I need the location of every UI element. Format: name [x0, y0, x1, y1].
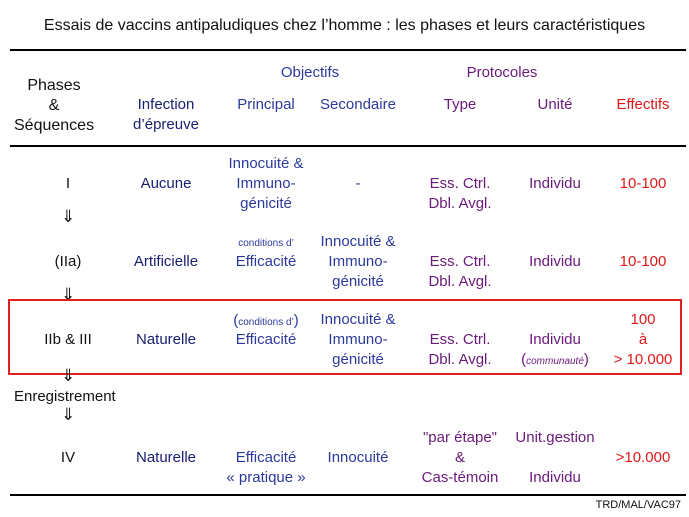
- header-secondaire: Secondaire: [320, 96, 396, 113]
- row-3-unite-note-close: ): [583, 351, 589, 368]
- page-title: Essais de vaccins antipaludiques chez l’homme : les phases et leurs caractéristiques: [43, 17, 646, 34]
- header-effectifs: Effectifs: [616, 96, 670, 113]
- row-3-unite: Individu: [529, 331, 581, 348]
- row-3-secondaire-line3: génicité: [332, 351, 384, 368]
- row-2-phase: (IIa): [54, 253, 82, 270]
- header-infection-line1: Infection: [137, 96, 195, 113]
- top-rule: [10, 49, 686, 51]
- row-3-type: [412, 330, 508, 370]
- row-4-type-line2: &: [454, 449, 465, 466]
- sequence-arrow-2: ⇓: [61, 285, 76, 304]
- row-2-type: [412, 252, 508, 292]
- header-unite: Unité: [537, 96, 573, 113]
- row-1-principal-line1: Innocuité &: [228, 155, 304, 172]
- row-3-secondaire-line1: Innocuité &: [320, 311, 396, 328]
- row-1-principal-line2: Immuno-: [236, 175, 296, 192]
- row-4-unite-line2: Individu: [529, 469, 581, 486]
- header-objectifs: Objectifs: [280, 64, 340, 81]
- row-4-infection: Naturelle: [135, 449, 197, 466]
- header-protocoles: Protocoles: [466, 64, 538, 81]
- sequence-arrow-3: ⇓: [61, 366, 76, 385]
- row-2-secondaire: [312, 232, 404, 292]
- header-phases-line2: &: [48, 97, 60, 114]
- row-3-principal-note-close: ): [293, 312, 299, 329]
- row-4-secondaire: Innocuité: [327, 449, 389, 466]
- row-1-secondaire: -: [355, 175, 361, 192]
- row-4-principal: [216, 448, 316, 488]
- header-infection-line2: d’épreuve: [133, 116, 199, 133]
- row-1-type-line1: Ess. Ctrl.: [429, 175, 491, 192]
- row-3-unite-note-text: communauté: [526, 356, 584, 367]
- row-2-principal-note: conditions d’: [238, 238, 294, 249]
- row-4-unite-line1: Unit.gestion: [515, 429, 595, 446]
- header-phases-line3: Séquences: [14, 117, 95, 134]
- row-3-type-line1: Ess. Ctrl.: [429, 331, 491, 348]
- row-1-effectifs: 10-100: [619, 175, 667, 192]
- row-2-type-line2: Dbl. Avgl.: [428, 273, 492, 290]
- row-1-type: [412, 174, 508, 214]
- footer-reference: TRD/MAL/VAC97: [595, 499, 681, 511]
- row-2-type-line1: Ess. Ctrl.: [429, 253, 491, 270]
- row-4-type-line1: "par étape": [422, 429, 498, 446]
- bottom-rule: [10, 494, 686, 496]
- header-type: Type: [443, 96, 477, 113]
- header-rule: [10, 145, 686, 147]
- row-3-unite-note-open: (: [521, 351, 527, 368]
- row-3-principal-note-text: conditions d’: [238, 317, 294, 328]
- row-3-effectifs-line1: 100: [630, 311, 656, 328]
- sequence-arrow-1: ⇓: [61, 207, 76, 226]
- row-3-secondaire: [312, 310, 404, 370]
- header-phases: [14, 76, 94, 136]
- row-4-type-line3: Cas-témoin: [421, 469, 499, 486]
- row-3-secondaire-line2: Immuno-: [328, 331, 388, 348]
- row-3-phase: IIb & III: [44, 331, 92, 348]
- row-2-effectifs: 10-100: [619, 253, 667, 270]
- row-4-principal-line1: Efficacité: [235, 449, 297, 466]
- row-3-principal-note-open: (: [233, 312, 239, 329]
- row-1-principal-line3: génicité: [240, 195, 292, 212]
- row-1-unite: Individu: [529, 175, 581, 192]
- row-4-principal-line2: « pratique »: [226, 469, 306, 486]
- row-2-secondaire-line2: Immuno-: [328, 253, 388, 270]
- row-1-type-line2: Dbl. Avgl.: [428, 195, 492, 212]
- row-2-secondaire-line1: Innocuité &: [320, 233, 396, 250]
- row-1-phase: I: [65, 175, 71, 192]
- header-infection: [118, 95, 214, 135]
- row-2-infection: Artificielle: [133, 253, 199, 270]
- row-3-unite-note: [506, 350, 604, 372]
- row-4-type: [408, 428, 512, 488]
- sequence-arrow-4: ⇓: [61, 405, 76, 424]
- row-1-infection: Aucune: [140, 175, 192, 192]
- row-3-type-line2: Dbl. Avgl.: [428, 351, 492, 368]
- row-3-effectifs: [598, 310, 688, 370]
- row-2-secondaire-line3: génicité: [332, 273, 384, 290]
- row-1-principal: [216, 154, 316, 214]
- enregistrement-label: Enregistrement: [14, 388, 116, 405]
- row-2-principal: Efficacité: [235, 253, 297, 270]
- row-3-principal: Efficacité: [235, 331, 297, 348]
- row-3-effectifs-line3: > 10.000: [613, 351, 673, 368]
- header-phases-line1: Phases: [27, 77, 81, 94]
- row-3-infection: Naturelle: [135, 331, 197, 348]
- row-4-phase: IV: [60, 449, 76, 466]
- row-3-effectifs-line2: à: [638, 331, 648, 348]
- header-principal: Principal: [237, 96, 295, 113]
- row-2-unite: Individu: [529, 253, 581, 270]
- row-4-effectifs: >10.000: [615, 449, 671, 466]
